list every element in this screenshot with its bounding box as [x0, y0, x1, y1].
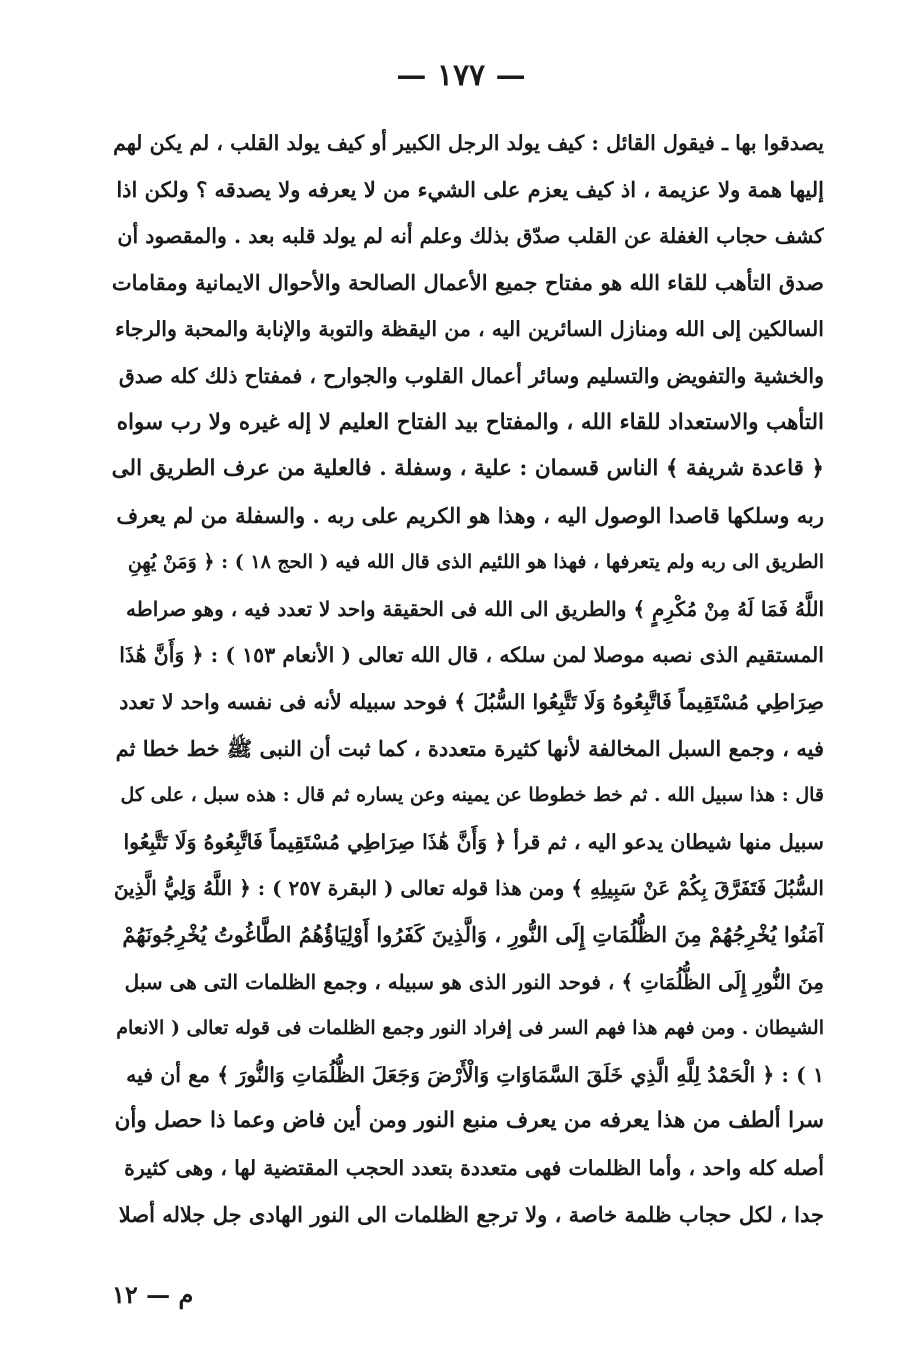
text-line: سبيل منها شيطان يدعو اليه ، ثم قرأ ﴿ وَأَنَّ هَٰذَا صِرَاطِي مُسْتَقِيماً فَاتَّبِعُوهُ وَلَا تَتَّبِعُوا — [123, 829, 824, 854]
text-line: اللَّهُ فَمَا لَهُ مِنْ مُكْرِمٍ ﴾ والطريق الى الله فى الحقيقة واحد لا تعدد فيه ، وهو صراطه — [126, 596, 824, 621]
paragraph-1 — [112, 120, 824, 446]
text-line: الشيطان . ومن فهم هذا فهم السر فى إفراد النور وجمع الظلمات فى قوله تعالى ( الانعام — [116, 1017, 824, 1040]
text-line: صدق التأهب للقاء الله هو مفتاح جميع الأعمال الصالحة والأحوال الايمانية ومقامات — [112, 269, 824, 295]
text-line: كشف حجاب الغفلة عن القلب صدّق بذلك وعلم أنه لم يولد قلبه بعد . والمقصود أن — [117, 224, 824, 249]
text-line: قال : هذا سبيل الله . ثم خط خطوطا عن يمينه وعن يساره ثم قال : هذه سبل ، على كل — [120, 784, 824, 807]
text-line: صِرَاطِي مُسْتَقِيماً فَاتَّبِعُوهُ وَلَا تَتَّبِعُوا السُّبُلَ ﴾ فوحد سبيله لأنه فى نفسه واحد لا تعدد — [119, 689, 824, 714]
text-line: التأهب والاستعداد للقاء الله ، والمفتاح بيد الفتاح العليم لا إله غيره ولا رب سواه — [116, 409, 824, 435]
text-line: يصدقوا بها ـ فيقول القائل : كيف يولد الرجل الكبير أو كيف يولد القلب ، لم يكن لهم — [113, 131, 824, 155]
text-line: جدا ، لكل حجاب ظلمة خاصة ، ولا ترجع الظلمات الى النور الهادى جل جلاله أصلا — [118, 1201, 824, 1227]
text-line: ١ ) : ﴿ الْحَمْدُ لِلَّهِ الَّذِي خَلَقَ السَّمَاوَاتِ وَالْأَرْضَ وَجَعَلَ الظُّلُمَاتِ وَالنُّورَ ﴾ مع أن فيه — [126, 1062, 824, 1087]
page-number: — ١٧٧ — — [396, 58, 526, 93]
text-line: ربه وسلكها قاصدا الوصول اليه ، وهذا هو الكريم على ربه . والسفلة من لم يعرف — [116, 502, 824, 528]
text-line: والخشية والتفويض والتسليم وسائر أعمال القلوب والجوارح ، فمفتاح ذلك كله صدق — [118, 363, 824, 388]
paragraph-2 — [112, 446, 824, 1238]
text-line: سرا ألطف من هذا يعرفه من يعرف منبع النور ومن أين فاض وعما ذا حصل وأن — [114, 1108, 824, 1134]
text-line: مِنَ النُّورِ إِلَى الظُّلُمَاتِ ﴾ ، فوحد النور الذى هو سبيله ، وجمع الظلمات التى هى سبل — [124, 969, 824, 994]
text-line: المستقيم الذى نصبه موصلا لمن سلكه ، قال الله تعالى ( الأنعام ١٥٣ ) : ﴿ وَأَنَّ هَٰذَا — [119, 643, 824, 668]
text-line: فيه ، وجمع السبل المخالفة لأنها كثيرة متعددة ، كما ثبت أن النبى ﷺ خط خطا ثم — [115, 735, 824, 761]
text-line: السالكين إلى الله ومنازل السائرين اليه ، من اليقظة والتوبة والإنابة والمحبة والرجاء — [115, 317, 824, 342]
text-line: ﴿ قاعدة شريفة ﴾ الناس قسمان : علية ، وسفلة . فالعلية من عرف الطريق الى — [112, 456, 824, 481]
text-line: إليها همة ولا عزيمة ، اذ كيف يعزم على الشيء من لا يعرفه ولا يصدقه ؟ ولكن اذا — [116, 176, 824, 202]
text-line: السُّبُلَ فَتَفَرَّقَ بِكُمْ عَنْ سَبِيلِهِ ﴾ ومن هذا قوله تعالى ( البقرة ٢٥٧ ) : ﴿ اللَّهُ وَلِيُّ الَّذِينَ — [113, 876, 824, 901]
text-line: أصله كله واحد ، وأما الظلمات فهى متعددة بتعدد الحجب المقتضية لها ، وهى كثيرة — [124, 1155, 824, 1180]
signature-mark: م — ١٢ — [112, 1280, 194, 1309]
text-line: آمَنُوا يُخْرِجُهُمْ مِنَ الظُّلُمَاتِ إِلَى النُّورِ ، وَالَّذِينَ كَفَرُوا أَوْلِيَاؤُهُمُ الطَّاغُوتُ يُخْرِجُونَهُمْ — [122, 921, 824, 947]
text-line: الطريق الى ربه ولم يتعرفها ، فهذا هو اللئيم الذى قال الله فيه ( الحج ١٨ ) : ﴿ وَمَنْ يُهِنِ — [127, 551, 824, 574]
